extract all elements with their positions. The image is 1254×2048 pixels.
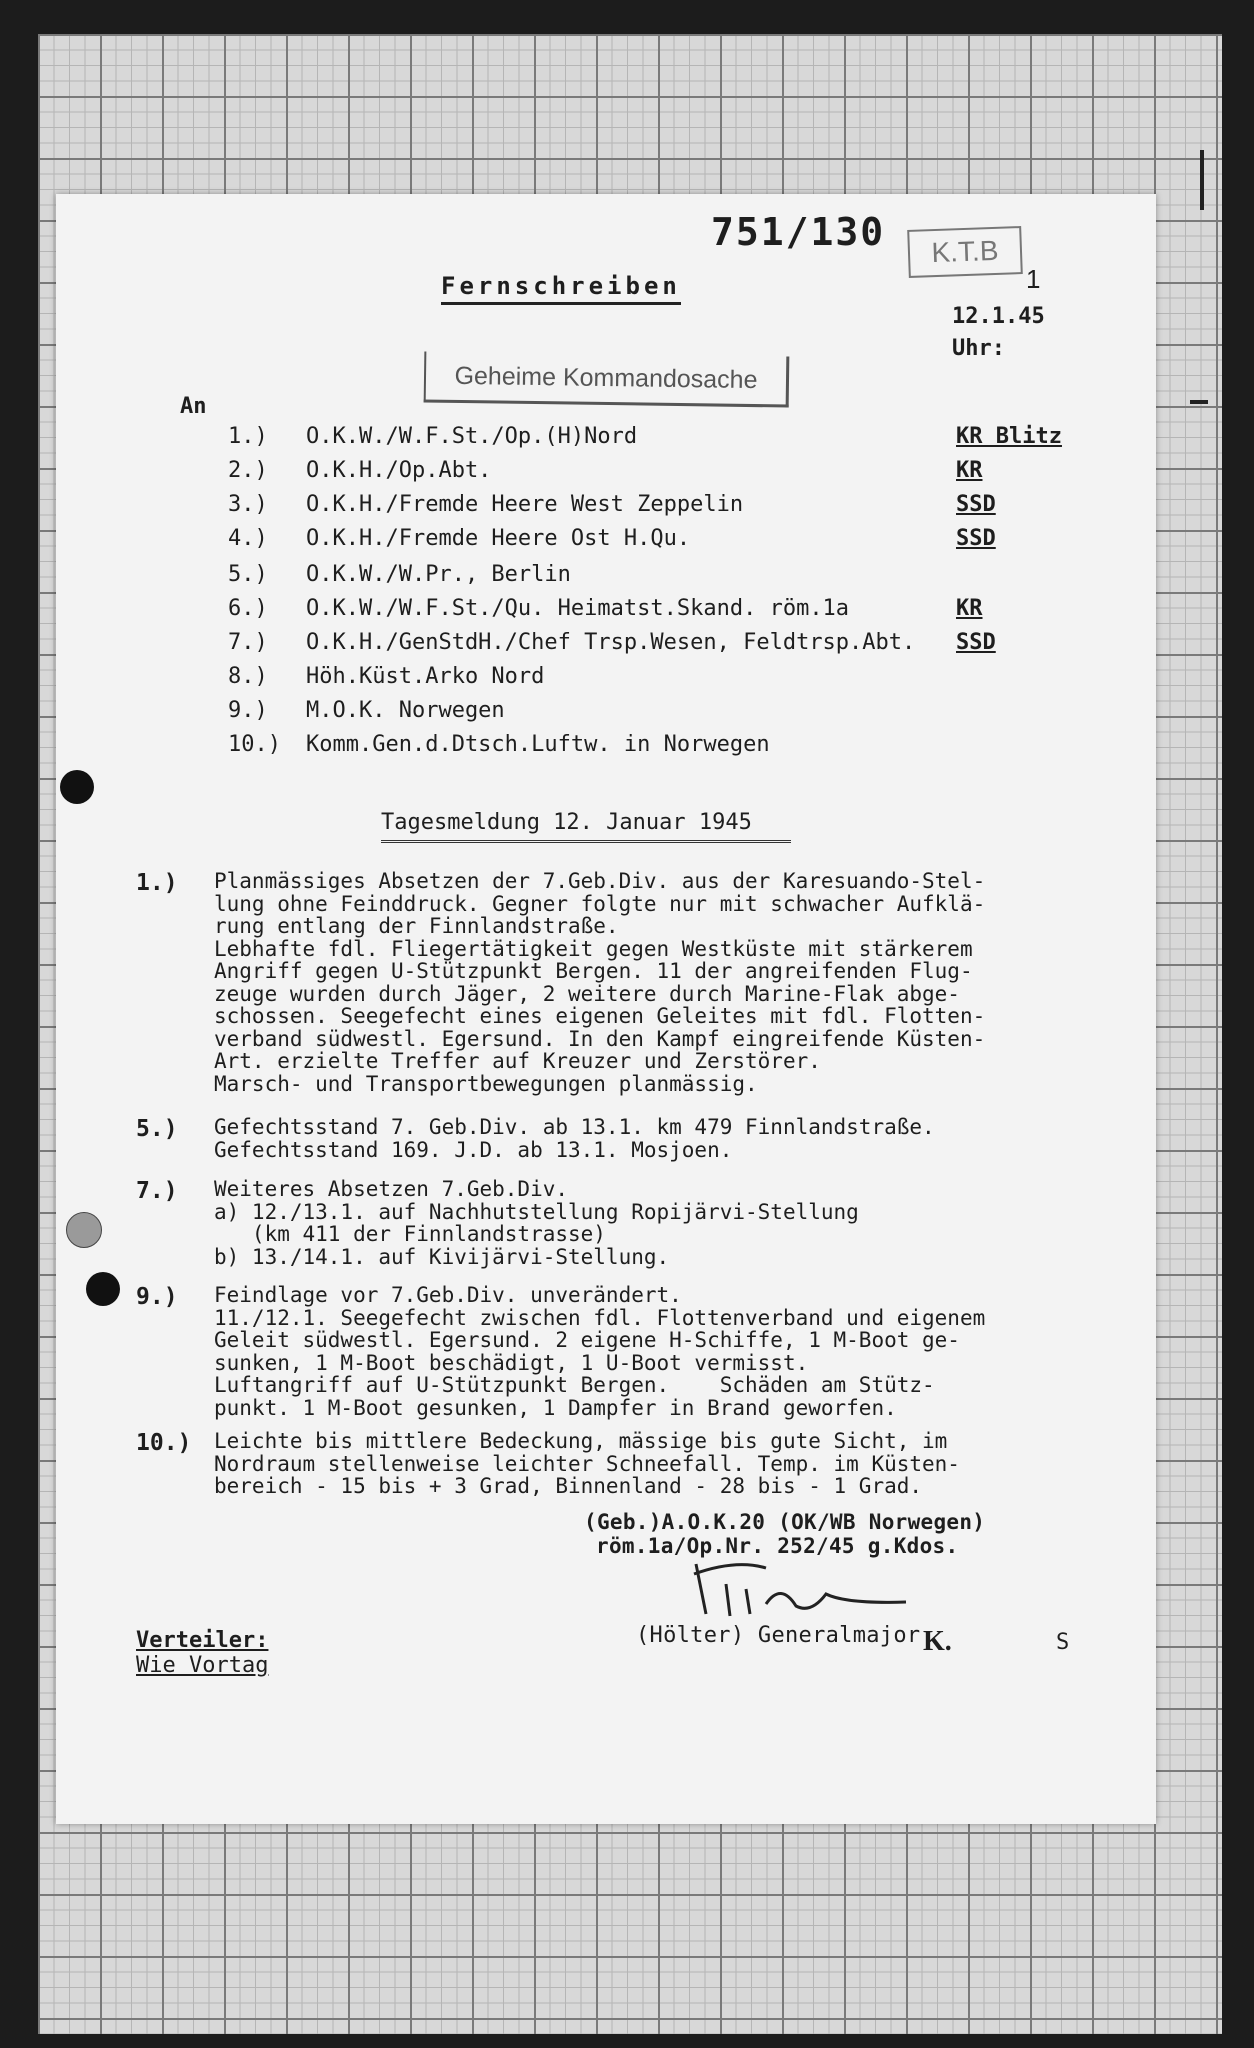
section-line: Gefechtsstand 7. Geb.Div. ab 13.1. km 479 Finnlandstraße.: [214, 1115, 935, 1139]
recipient-number: 9.): [228, 698, 268, 723]
handwritten-signature: [676, 1554, 916, 1624]
recipient-number: 1.): [228, 424, 268, 449]
section-line: Geleit südwestl. Egersund. 2 eigene H-Schiffe, 1 M-Boot ge-: [214, 1328, 960, 1352]
section-number: 10.): [136, 1430, 192, 1456]
recipient-priority: KR: [956, 596, 983, 621]
classification-stamp: Geheime Kommandosache: [424, 351, 790, 407]
recipient-row: [228, 492, 1128, 522]
section-line: Weiteres Absetzen 7.Geb.Div.: [214, 1177, 569, 1201]
punch-hole: [60, 770, 94, 804]
section-line: (km 411 der Finnlandstrasse): [214, 1222, 606, 1246]
report-title: Tagesmeldung 12. Januar 1945: [381, 810, 752, 835]
recipient-address: Höh.Küst.Arko Nord: [306, 664, 545, 689]
typed-mark: S: [1056, 1630, 1070, 1655]
section-line: punkt. 1 M-Boot gesunken, 1 Dampfer in Brand geworfen.: [214, 1395, 897, 1420]
punch-hole: [86, 1272, 120, 1306]
section-number: 5.): [136, 1116, 178, 1142]
section-line: Angriff gegen U-Stützpunkt Bergen. 11 der angreifenden Flug-: [214, 959, 973, 983]
section-number: 9.): [136, 1284, 178, 1310]
recipient-number: 3.): [228, 492, 268, 517]
section-line: Feindlage vor 7.Geb.Div. unverändert.: [214, 1283, 682, 1307]
recipient-number: 6.): [228, 596, 268, 621]
recipient-number: 10.): [228, 732, 281, 757]
section-line: zeuge wurden durch Jäger, 2 weitere durch Marine-Flak abge-: [214, 981, 960, 1006]
section-line: Nordraum stellenweise leichter Schneefall. Temp. im Küsten-: [214, 1451, 960, 1476]
recipient-address: O.K.H./GenStdH./Chef Trsp.Wesen, Feldtrsp.Abt.: [306, 630, 916, 655]
section-line: Gefechtsstand 169. J.D. ab 13.1. Mosjoen.: [214, 1137, 733, 1162]
recipient-address: O.K.H./Op.Abt.: [306, 458, 492, 483]
time-label: Uhr:: [952, 336, 1005, 361]
section-line: verband südwestl. Egersund. In den Kampf eingreifende Küsten-: [214, 1026, 986, 1051]
recipient-row: [228, 732, 1128, 762]
recipient-number: 7.): [228, 630, 268, 655]
recipient-address: Komm.Gen.d.Dtsch.Luftw. in Norwegen: [306, 732, 770, 757]
distribution-value: Wie Vortag: [136, 1653, 269, 1678]
sender-line: (Geb.)A.O.K.20 (OK/WB Norwegen): [584, 1510, 986, 1534]
section-line: Planmässiges Absetzen der 7.Geb.Div. aus der Karesuando-Stel-: [214, 869, 986, 893]
ktb-page-number: 1: [1026, 264, 1041, 294]
ktb-stamp: K.T.B: [907, 226, 1023, 278]
recipient-priority: SSD: [956, 492, 996, 517]
section-number: 1.): [136, 870, 178, 896]
recipient-number: 2.): [228, 458, 268, 483]
section-line: Marsch- und Transportbewegungen planmässig.: [214, 1071, 758, 1096]
recipient-number: 4.): [228, 526, 268, 551]
recipient-address: O.K.W./W.Pr., Berlin: [306, 562, 571, 587]
recipient-priority: SSD: [956, 630, 996, 655]
section-number: 7.): [136, 1178, 178, 1204]
distribution-block: [136, 1628, 268, 1678]
section-line: bereich - 15 bis + 3 Grad, Binnenland - 28 bis - 1 Grad.: [214, 1474, 923, 1498]
recipient-row: [228, 424, 1128, 454]
recipient-row: [228, 526, 1128, 556]
grid-edge-mark: [1200, 150, 1214, 210]
address-label: An: [180, 394, 207, 419]
recipient-row: [228, 630, 1128, 660]
recipient-number: 5.): [228, 562, 268, 587]
grid-edge-mark: [1190, 400, 1208, 404]
sender-block: [584, 1510, 985, 1558]
document-number: 751/130: [711, 210, 886, 254]
recipient-priority: KR: [956, 458, 983, 483]
document-type-heading: Fernschreiben: [441, 272, 681, 305]
recipient-address: M.O.K. Norwegen: [306, 698, 505, 723]
title-double-rule: [381, 840, 791, 843]
section-line: rung entlang der Finnlandstraße.: [214, 914, 619, 938]
recipient-address: O.K.W./W.F.St./Op.(H)Nord: [306, 424, 638, 449]
punch-hole: [66, 1212, 102, 1248]
recipient-row: [228, 596, 1128, 626]
recipient-priority: SSD: [956, 526, 996, 551]
recipient-row: [228, 458, 1128, 488]
recipient-address: O.K.H./Fremde Heere West Zeppelin: [306, 492, 744, 517]
sender-line: röm.1a/Op.Nr. 252/45 g.Kdos.: [596, 1534, 959, 1558]
signer-name: (Hölter) Generalmajor: [636, 1623, 921, 1648]
handwritten-initial: K.: [923, 1626, 952, 1657]
section-line: schossen. Seegefecht eines eigenen Geleites mit fdl. Flotten-: [214, 1004, 986, 1028]
section-line: sunken, 1 M-Boot beschädigt, 1 U-Boot vermisst.: [214, 1350, 809, 1375]
telegram-document: [56, 194, 1156, 1824]
recipient-address: O.K.W./W.F.St./Qu. Heimatst.Skand. röm.1a: [306, 596, 850, 621]
recipient-row: [228, 664, 1128, 694]
recipient-priority: KR Blitz: [956, 424, 1062, 449]
section-line: a) 12./13.1. auf Nachhutstellung Ropijärvi-Stellung: [214, 1199, 859, 1224]
section-line: Leichte bis mittlere Bedeckung, mässige bis gute Sicht, im: [214, 1429, 948, 1453]
distribution-label: Verteiler:: [136, 1628, 269, 1653]
section-line: b) 13./14.1. auf Kivijärvi-Stellung.: [214, 1244, 670, 1269]
section-line: Luftangriff auf U-Stützpunkt Bergen. Schäden am Stütz-: [214, 1373, 935, 1397]
recipient-address: O.K.H./Fremde Heere Ost H.Qu.: [306, 526, 691, 551]
recipient-row: [228, 698, 1128, 728]
recipient-number: 8.): [228, 664, 268, 689]
section-line: 11./12.1. Seegefecht zwischen fdl. Flottenverband und eigenem: [214, 1305, 986, 1330]
section-line: lung ohne Feinddruck. Gegner folgte nur mit schwacher Aufklä-: [214, 891, 986, 916]
recipient-row: [228, 562, 1128, 592]
section-line: Lebhafte fdl. Fliegertätigkeit gegen Westküste mit stärkerem: [214, 936, 973, 961]
document-date: 12.1.45: [952, 304, 1045, 329]
section-line: Art. erzielte Treffer auf Kreuzer und Zerstörer.: [214, 1049, 821, 1073]
